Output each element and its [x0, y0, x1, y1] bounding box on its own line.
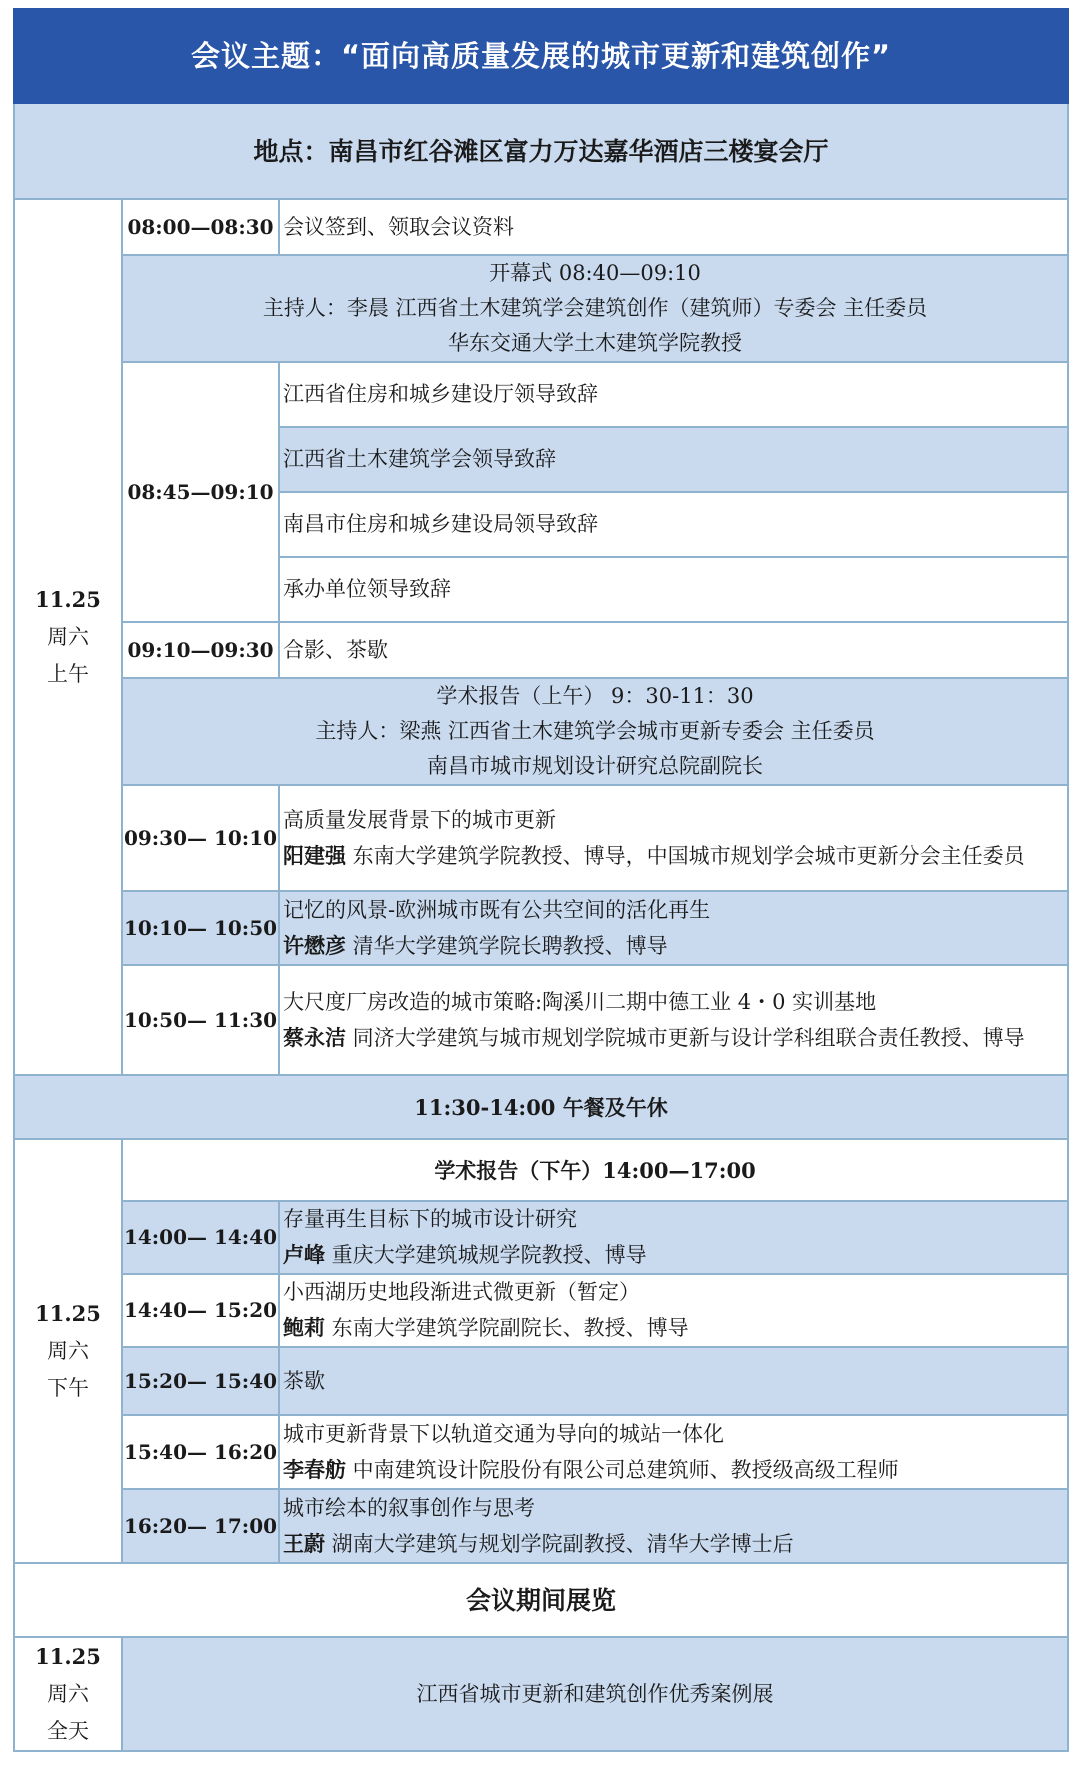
- morning-date: 11.25: [35, 587, 101, 612]
- morning-session-host: 主持人：梁燕 江西省土木建筑学会城市更新专委会 主任委员: [315, 719, 875, 743]
- speaker-name: 卢峰: [283, 1242, 325, 1267]
- opening-host: 主持人：李晨 江西省土木建筑学会建筑创作（建筑师）专委会 主任委员: [262, 296, 928, 320]
- talk-topic: 城市绘本的叙事创作与思考: [283, 1495, 535, 1520]
- talk-row: [14, 1489, 1068, 1563]
- location-row: [14, 103, 1068, 199]
- speaker-name: 李春舫: [283, 1456, 346, 1482]
- speech-item: 承办单位领导致辞: [279, 557, 1068, 622]
- talk-row: [14, 891, 1068, 965]
- exhibition-day-cell: [14, 1637, 122, 1751]
- opening-host-title: 华东交通大学土木建筑学院教授: [448, 331, 743, 355]
- speech-item: 江西省住房和城乡建设厅领导致辞: [279, 362, 1068, 427]
- opening-title: 开幕式 08:40—09:10: [489, 261, 701, 285]
- talk-cell: [279, 1201, 1068, 1274]
- talk-cell: [279, 1274, 1068, 1347]
- afternoon-period: 下午: [47, 1376, 89, 1400]
- morning-session-host-title: 南昌市城市规划设计研究总院副院长: [427, 754, 764, 778]
- speaker-desc: 同济大学建筑与城市规划学院城市更新与设计学科组联合责任教授、博导: [346, 1025, 1025, 1050]
- talk-cell: [279, 785, 1068, 891]
- talk-topic: 大尺度厂房改造的城市策略:陶溪川二期中德工业 4・0 实训基地: [283, 989, 877, 1014]
- speaker-desc: 东南大学建筑学院副院长、教授、博导: [325, 1316, 689, 1340]
- speaker-name: 许懋彦: [283, 932, 346, 958]
- talk-time: 14:40— 15:20: [122, 1274, 279, 1347]
- talk-time: 16:20— 17:00: [122, 1489, 279, 1563]
- speech-item: 南昌市住房和城乡建设局领导致辞: [279, 492, 1068, 557]
- speaker-desc: 中南建筑设计院股份有限公司总建筑师、教授级高级工程师: [346, 1457, 899, 1482]
- photo-text: 合影、茶歇: [279, 622, 1068, 678]
- talk-row: [14, 785, 1068, 891]
- talk-time: 09:30— 10:10: [122, 785, 279, 891]
- lunch-text: 11:30-14:00 午餐及午休: [14, 1075, 1068, 1139]
- exhibition-period: 全天: [47, 1719, 89, 1743]
- morning-period: 上午: [47, 662, 89, 686]
- talk-time: 15:20— 15:40: [122, 1347, 279, 1415]
- exhibition-date: 11.25: [35, 1644, 101, 1669]
- morning-session-title: 学术报告（上午） 9：30-11：30: [436, 684, 754, 708]
- speaker-desc: 东南大学建筑学院教授、博导，中国城市规划学会城市更新分会主任委员: [346, 843, 1025, 868]
- talk-topic: 高质量发展背景下的城市更新: [283, 807, 556, 832]
- morning-session-cell: [122, 678, 1068, 785]
- morning-day-cell: [14, 199, 122, 1075]
- afternoon-session-row: [14, 1139, 1068, 1201]
- exhibition-weekday: 周六: [47, 1682, 89, 1706]
- checkin-text: 会议签到、领取会议资料: [279, 199, 1068, 255]
- agenda-table: [13, 8, 1069, 1752]
- exhibition-text: 江西省城市更新和建筑创作优秀案例展: [122, 1637, 1068, 1751]
- talk-time: 15:40— 16:20: [122, 1415, 279, 1489]
- talk-topic: 小西湖历史地段渐进式微更新（暂定）: [283, 1280, 640, 1304]
- talk-row: [14, 965, 1068, 1075]
- title-row: [14, 9, 1068, 103]
- speaker-desc: 湖南大学建筑与规划学院副教授、清华大学博士后: [325, 1531, 794, 1556]
- location: 地点：南昌市红谷滩区富力万达嘉华酒店三楼宴会厅: [14, 103, 1068, 199]
- conference-title: 会议主题：“面向高质量发展的城市更新和建筑创作”: [14, 9, 1068, 103]
- exhibition-heading-row: [14, 1563, 1068, 1637]
- talk-cell: [279, 1489, 1068, 1563]
- agenda: [13, 8, 1067, 1752]
- speaker-desc: 清华大学建筑学院长聘教授、博导: [346, 933, 668, 958]
- afternoon-day-cell: [14, 1139, 122, 1563]
- opening-row: [14, 255, 1068, 362]
- talk-time: 10:50— 11:30: [122, 965, 279, 1075]
- speaker-name: 王蔚: [283, 1530, 325, 1556]
- talk-row: [14, 1274, 1068, 1347]
- talk-time: 14:00— 14:40: [122, 1201, 279, 1274]
- talk-row: [14, 1201, 1068, 1274]
- speaker-name: 阳建强: [283, 842, 346, 868]
- speech-row: [14, 362, 1068, 427]
- agenda-row: [14, 622, 1068, 678]
- speeches-time: 08:45—09:10: [122, 362, 279, 622]
- speaker-desc: 重庆大学建筑城规学院教授、博导: [325, 1243, 647, 1267]
- lunch-row: [14, 1075, 1068, 1139]
- photo-time: 09:10—09:30: [122, 622, 279, 678]
- checkin-time: 08:00—08:30: [122, 199, 279, 255]
- session-row: [14, 678, 1068, 785]
- opening-cell: [122, 255, 1068, 362]
- talk-row: [14, 1415, 1068, 1489]
- speech-item: 江西省土木建筑学会领导致辞: [279, 427, 1068, 492]
- talk-row: [14, 1347, 1068, 1415]
- speaker-name: 鲍莉: [283, 1315, 325, 1340]
- talk-cell: [279, 891, 1068, 965]
- afternoon-weekday: 周六: [47, 1339, 89, 1363]
- afternoon-date: 11.25: [35, 1301, 101, 1326]
- talk-topic: 存量再生目标下的城市设计研究: [283, 1207, 577, 1231]
- talk-topic: 记忆的风景-欧洲城市既有公共空间的活化再生: [283, 897, 711, 922]
- morning-weekday: 周六: [47, 625, 89, 649]
- break-text: 茶歇: [279, 1347, 1068, 1415]
- speaker-name: 蔡永洁: [283, 1024, 346, 1050]
- afternoon-session-title: 学术报告（下午）14:00—17:00: [122, 1139, 1068, 1201]
- exhibition-row: [14, 1637, 1068, 1751]
- exhibition-heading: 会议期间展览: [14, 1563, 1068, 1637]
- talk-time: 10:10— 10:50: [122, 891, 279, 965]
- talk-topic: 城市更新背景下以轨道交通为导向的城站一体化: [283, 1421, 724, 1446]
- talk-cell: [279, 965, 1068, 1075]
- talk-cell: [279, 1415, 1068, 1489]
- agenda-row: [14, 199, 1068, 255]
